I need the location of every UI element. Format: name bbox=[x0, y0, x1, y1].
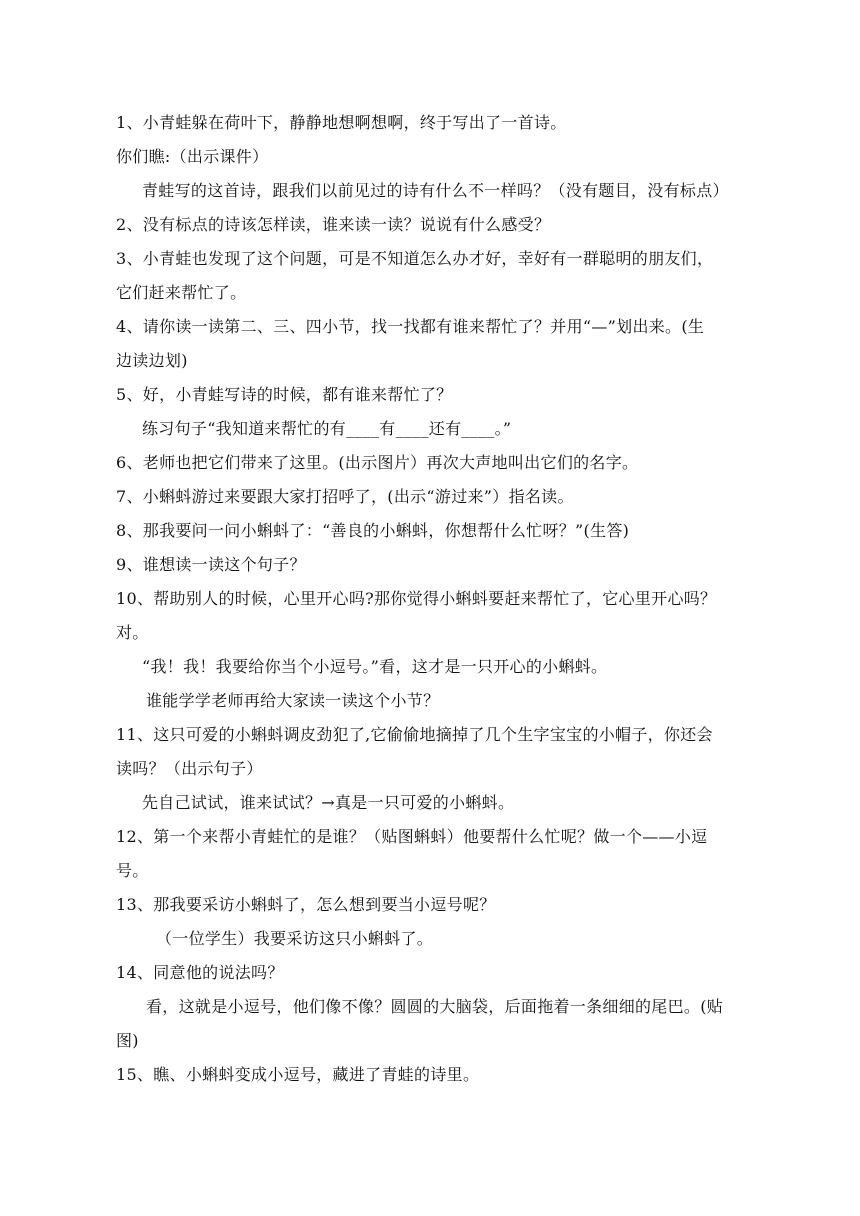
text-line: 15、瞧、小蝌蚪变成小逗号，藏进了青蛙的诗里。 bbox=[116, 1065, 480, 1084]
document-body bbox=[116, 106, 756, 1092]
text-line: 你们瞧:（出示课件） bbox=[116, 147, 269, 166]
text-line: 6、老师也把它们带来了这里。(出示图片）再次大声地叫出它们的名字。 bbox=[116, 453, 639, 472]
text-line: 7、小蝌蚪游过来要跟大家打招呼了，(出示“游过来”）指名读。 bbox=[116, 487, 574, 506]
text-line: 练习句子“我知道来帮忙的有____有____还有____。” bbox=[142, 419, 512, 438]
text-line: 青蛙写的这首诗，跟我们以前见过的诗有什么不一样吗？（没有题目，没有标点） bbox=[142, 181, 729, 200]
text-line: 9、谁想读一读这个句子？ bbox=[116, 555, 306, 574]
text-line: 2、没有标点的诗该怎样读，谁来读一读？说说有什么感受？ bbox=[116, 215, 551, 234]
text-line: （一位学生）我要采访这只小蝌蚪了。 bbox=[156, 929, 434, 948]
text-line: 对。 bbox=[116, 623, 149, 642]
text-line: 12、第一个来帮小青蛙忙的是谁？（贴图蝌蚪）他要帮什么忙呢？做一个——小逗 bbox=[116, 827, 708, 846]
text-line: “我！我！我要给你当个小逗号。”看，这才是一只开心的小蝌蚪。 bbox=[142, 657, 608, 676]
text-line: 图) bbox=[116, 1031, 139, 1050]
text-line: 4、请你读一读第二、三、四小节，找一找都有谁来帮忙了？并用“—”划出来。(生 bbox=[116, 317, 705, 336]
text-line: 10、帮助别人的时候，心里开心吗?那你觉得小蝌蚪要赶来帮忙了，它心里开心吗？ bbox=[116, 589, 717, 608]
text-line: 读吗？（出示句子） bbox=[116, 759, 263, 778]
text-line: 号。 bbox=[116, 861, 149, 880]
text-line: 13、那我要采访小蝌蚪了，怎么想到要当小逗号呢？ bbox=[116, 895, 496, 914]
text-line: 它们赶来帮忙了。 bbox=[116, 283, 247, 302]
text-line: 5、好，小青蛙写诗的时候，都有谁来帮忙了？ bbox=[116, 385, 453, 404]
text-line: 8、那我要问一问小蝌蚪了：“善良的小蝌蚪，你想帮什么忙呀？”(生答) bbox=[116, 521, 630, 540]
text-line: 先自己试试，谁来试试？→真是一只可爱的小蝌蚪。 bbox=[142, 793, 515, 812]
text-line: 看，这就是小逗号，他们像不像？圆圆的大脑袋，后面拖着一条细细的尾巴。(贴 bbox=[146, 997, 724, 1016]
text-line: 谁能学学老师再给大家读一读这个小节？ bbox=[146, 691, 440, 710]
text-line: 边读边划) bbox=[116, 351, 188, 370]
text-line: 11、这只可爱的小蝌蚪调皮劲犯了,它偷偷地摘掉了几个生字宝宝的小帽子，你还会 bbox=[116, 725, 713, 744]
text-line: 3、小青蛙也发现了这个问题，可是不知道怎么办才好，幸好有一群聪明的朋友们， bbox=[116, 249, 714, 268]
text-line: 14、同意他的说法吗？ bbox=[116, 963, 284, 982]
text-line: 1、小青蛙躲在荷叶下，静静地想啊想啊，终于写出了一首诗。 bbox=[116, 113, 567, 132]
